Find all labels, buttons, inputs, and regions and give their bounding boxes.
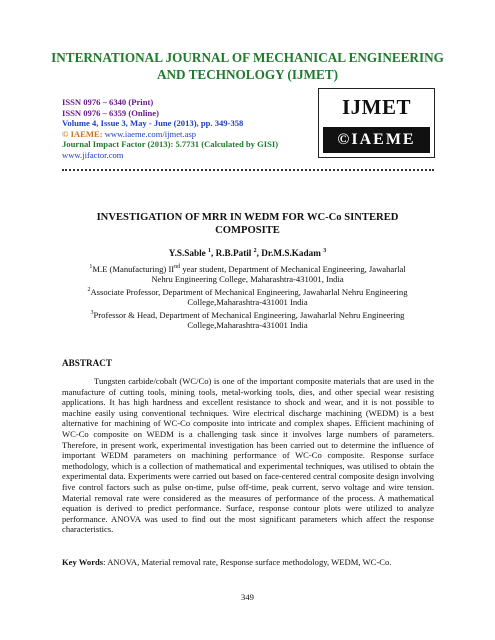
issn-print: ISSN 0976 – 6340 (Print) <box>62 97 154 107</box>
logo-ijmet-text: IJMET <box>341 95 411 119</box>
author-list: Y.S.Sable $^1$, R.B.Patil $^2$, Dr.M.S.Kadam $^3$ <box>168 247 327 258</box>
author-1: Y.S.Sable <box>168 248 206 258</box>
author-2-sup: 2 <box>253 247 257 254</box>
abstract-heading: ABSTRACT <box>62 358 113 368</box>
iaeme-line <box>62 129 322 140</box>
keywords <box>62 557 434 568</box>
affiliation-2-line1 <box>62 287 433 297</box>
author-1-sup: 1 <box>208 247 212 254</box>
affiliation-3-sup: 3 <box>90 310 94 317</box>
paper-title-line2: COMPOSITE <box>215 225 280 236</box>
journal-title-line2: AND TECHNOLOGY (IJMET) <box>157 67 338 82</box>
keywords-text: : ANOVA, Material removal rate, Response surface methodology, WEDM, WC-Co. <box>103 557 392 567</box>
journal-title-line1: INTERNATIONAL JOURNAL OF MECHANICAL ENGINEERING <box>51 50 444 65</box>
affiliation-1-text-a: M.E (Manufacturing) II <box>92 264 175 274</box>
keywords-label: Key Words <box>62 557 104 567</box>
volume-info: Volume 4, Issue 3, May - June (2013), pp. 349-358 <box>62 118 244 129</box>
iaeme-link[interactable]: www.iaeme.com/ijmet.asp <box>104 128 197 139</box>
impact-factor: Journal Impact Factor (2013): 5.7731 (Calculated by GISI) <box>62 139 279 150</box>
journal-logo <box>318 88 435 158</box>
affiliation-1 <box>62 264 433 285</box>
affiliation-1-line2: Nehru Engineering College, Maharashtra-431001, India <box>151 274 344 285</box>
affiliation-3-line1 <box>62 310 433 320</box>
author-3-sup: 3 <box>323 247 327 254</box>
affiliation-1-line1 <box>62 264 433 274</box>
affiliation-3-text: Professor & Head, Department of Mechanical Engineering, Jawaharlal Nehru Engineering <box>93 310 405 320</box>
author-3: Dr.M.S.Kadam <box>261 248 321 258</box>
paper-title <box>62 211 433 237</box>
dotted-divider <box>62 169 434 171</box>
affiliation-2-line2: College,Maharashtra-431001 India <box>187 297 308 308</box>
affiliation-2 <box>62 287 433 308</box>
affiliation-2-sup: 2 <box>87 287 91 294</box>
affiliation-3-line2: College,Maharashtra-431001 India <box>187 320 308 331</box>
jifactor-link[interactable]: www.jifactor.com <box>62 149 124 160</box>
abstract-body: Tungsten carbide/cobalt (WC/Co) is one of the important composite materials that are used in the manufacture of cutting tools, mining tools, metal-working tools, dies, and other special wear resisting applications. It has high hardness and excellent resistance to shock and wear, and it is not possible to machine easily using conventional techniques. Wire electrical discharge machining (WEDM) is a best alternative for machining of WC-Co composite into intricate and complex shapes. Efficient machining of WC-Co composite on WEDM is a challenging task since it involves large numbers of parameters. Therefore, in present work, experimental investigation has been carried out to determine the influence of important WEDM parameters on machining performance of WC-Co composite. Response surface methodology, which is a collection of mathematical and experimental techniques, was utilised to obtain the experimental data. Experiments were carried out based on face-centered central composite design involving five control factors such as pulse on-time, pulse off-time, peak current, servo voltage and wire tension. Material removal rate were considered as the measures of performance of the process. A mathematical equation is derived to predict performance. Surface, response contour plots were utilized to analyze performance. ANOVA was used to find out the most significant parameters which affect the response characteristics. <box>62 376 434 535</box>
iaeme-prefix: © IAEME: <box>62 128 103 139</box>
page-number: 349 <box>241 592 254 602</box>
affiliation-1-sup: 1 <box>89 264 93 271</box>
paper-title-line1: INVESTIGATION OF MRR IN WEDM FOR WC-Co SINTERED <box>96 212 399 223</box>
issn-online: ISSN 0976 – 6359 (Online) <box>62 107 159 118</box>
journal-title <box>20 49 475 83</box>
author-2: R.B.Patil <box>215 248 252 258</box>
logo-iaeme-text: ©IAEME <box>323 127 430 153</box>
affiliation-1-nd: nd <box>174 264 181 271</box>
affiliation-1-text-b: year student, Department of Mechanical Engineering, Jawaharlal <box>180 264 406 274</box>
affiliation-3 <box>62 310 433 331</box>
journal-meta <box>62 97 322 161</box>
affiliation-2-text: Associate Professor, Department of Mechanical Engineering, Jawaharlal Nehru Engineering <box>90 287 408 297</box>
